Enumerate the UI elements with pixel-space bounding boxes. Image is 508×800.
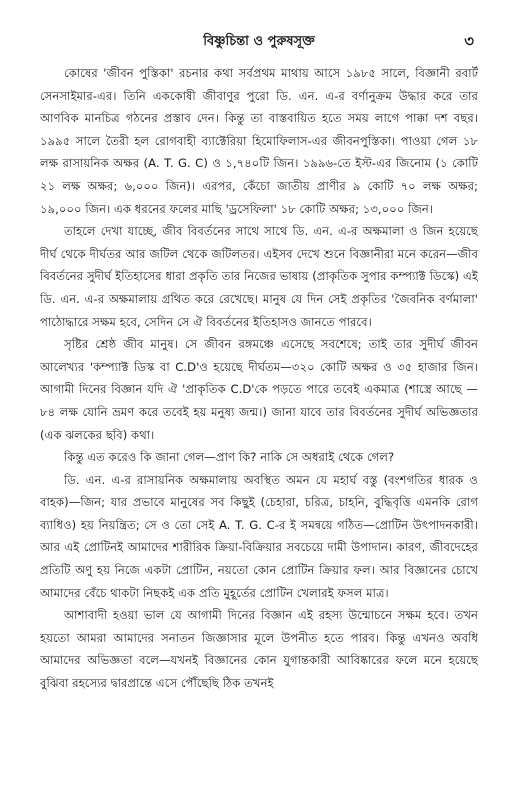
page-number: ৩ (464, 32, 474, 50)
running-header (40, 30, 478, 56)
body-text (40, 62, 478, 695)
paragraph-1: কোষের 'জীবন পুস্তিকা' রচনার কথা সর্বপ্রথম মাথায় আসে ১৯৮৫ সালে, বিজ্ঞানী রবার্ট সেনসাইমার-এর। তিনি এককোষী জীবাণুর পুরো ডি. এন. এ-র বর্ণানুক্রম উদ্ধার করে তার আণবিক মানচিত্র গঠনের প্রস্তাব দেন। কিন্তু তা বাস্তবায়িত হতে সময় লাগে পাক্কা দশ বছর। ১৯৯৫ সালে তৈরী হল রোগবাহী ব্যাক্টেরিয়া হিমোফিলাস-এর জীবনপুস্তিকা। পাওয়া গেল ১৮ লক্ষ রাসায়নিক অক্ষর (A. T. G. C) ও ১,৭৪০টি জিন। ১৯৯৬-তে ইস্ট-এর জিনোম (১ কোটি ২১ লক্ষ অক্ষর; ৬,০০০ জিন)। এরপর, কেঁচো জাতীয় প্রাণীর ৯ কোটি ৭০ লক্ষ অক্ষর; ১৯,০০০ জিন। এক ধরনের ফলের মাছি 'ড্রসেফিলা' ১৮ কোটি অক্ষর; ১৩,০০০ জিন। (40, 66, 478, 216)
paragraph-2: তাহলে দেখা যাচ্ছে, জীব বিবর্তনের সাথে সাথে ডি. এন. এ-র অক্ষমালা ও জিন হয়েছে দীর্ঘ থেকে দীর্ঘতর আর জটিল থেকে জটিলতর। এইসব দেখে শুনে বিজ্ঞানীরা মনে করেন—জীব বিবর্তনের সুদীর্ঘ ইতিহাসের ধারা প্রকৃতি তার নিজের ভাষায় (প্রাকৃতিক সুপার কম্প্যাক্ট ডিস্কে) এই ডি. এন. এ-র অক্ষমালায় গ্রথিত করে রেখেছে। মানুষ যে দিন সেই প্রকৃতির 'জৈবনিক বর্ণমালা' পাঠোদ্ধারে সক্ষম হবে, সেদিন সে ঐ বিবর্তনের ইতিহাসও জানতে পারবে। (40, 224, 478, 329)
paragraph-3: সৃষ্টির শ্রেষ্ঠ জীব মানুষ। সে জীবন রঙ্গমঞ্চে এসেছে সবশেষে; তাই তার সুদীর্ঘ জীবন আলেখ্যর 'কম্প্যাক্ট ডিস্ক বা C.D'ও হয়েছে দীর্ঘতম—৩২০ কোটি অক্ষর ও ৩৫ হাজার জিন। আগামী দিনের বিজ্ঞান যদি ঐ 'প্রাকৃতিক C.D'কে পড়তে পারে তবেই একমাত্র (শাস্ত্রে আছে — ৮৪ লক্ষ যোনি ভ্রমণ করে তবেই হয় মনুষ্য জন্ম।) জানা যাবে তার বিবর্তনের সুদীর্ঘ অভিজ্ঞতার (এক ঝলকের ছবি) কথা। (40, 337, 478, 442)
paragraph-6: আশাবাদী হওয়া ভাল যে আগামী দিনের বিজ্ঞান এই রহস্য উন্মোচনে সক্ষম হবে। তখন হয়তো আমরা আমাদের সনাতন জিজ্ঞাসার মূলে উপনীত হতে পারব। কিন্তু এখনও অবধি আমাদের অভিজ্ঞতা বলে—যখনই বিজ্ঞানের কোন যুগান্তকারী আবিষ্কারের ফলে মনে হয়েছে বুঝিবা রহস্যের দ্বারপ্রান্তে এসে পৌঁছেছি ঠিক তখনই (40, 608, 478, 691)
paragraph-5: ডি. এন. এ-র রাসায়নিক অক্ষমালায় অবস্থিত অমন যে মহার্ঘ বস্তু (বংশগতির ধারক ও বাহক)—জিন; যার প্রভাবে মানুষের সব কিছুই (চেহারা, চরিত্র, চাহনি, বুদ্ধিবৃত্তি এমনকি রোগ ব্যাধিও) হয় নিয়ন্ত্রিত; সে ও তো সেই A. T. G. C-র ই সমন্বয়ে গঠিত—প্রোটিন উৎপাদনকারী। আর এই প্রোটিনই আমাদের শারীরিক ক্রিয়া-বিক্রিয়ার সবচেয়ে দামী উপাদান। কারণ, জীবদেহের প্রতিটি অণু হয় নিজে একটা প্রোটিন, নয়তো কোন প্রোটিন ক্রিয়ার ফল। আর বিজ্ঞানের চোখে আমাদের বেঁচে থাকটা নিছকই এক প্রতি মুহূর্তের প্রোটিন খেলারই ফসল মাত্র। (40, 472, 478, 600)
running-title: বিষ্ণুচিন্তা ও পুরুষসূক্ত (203, 34, 315, 49)
paragraph-4: কিন্তু এত করেও কি জানা গেল—প্রাণ কি? নাকি সে অধরাই থেকে গেল? (64, 450, 395, 465)
